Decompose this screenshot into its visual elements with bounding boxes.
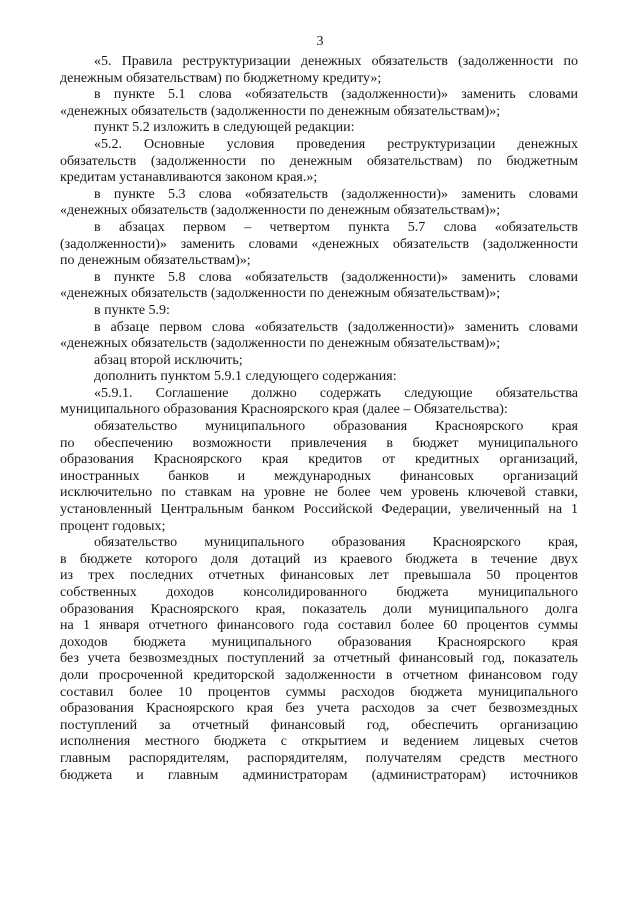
text-line: из трех последних отчетных финансовых лет превышала 50 процентов — [60, 568, 578, 584]
document-body — [60, 54, 578, 784]
text-line: в пункте 5.8 слова «обязательств (задолженности)» заменить словами — [94, 269, 578, 285]
text-line: «5.2. Основные условия проведения реструктуризации денежных — [94, 136, 578, 152]
text-line: денежным обязательствам) по бюджетному кредиту»; — [60, 70, 382, 86]
text-line: (задолженности)» заменить словами «денежных обязательств (задолженности — [60, 236, 578, 252]
text-line: кредитам устанавливаются законом края.»; — [60, 170, 318, 186]
text-line: иностранных банков и международных финансовых организаций — [60, 468, 578, 484]
text-line: доли просроченной кредиторской задолженности в отчетном финансовом году — [60, 667, 578, 683]
text-line: образования Красноярского края без учета расходов за счет безвозмездных — [60, 701, 578, 717]
text-line: бюджета и главным администраторам (администраторам) источников — [60, 767, 578, 783]
text-line: в абзацах первом – четвертом пункта 5.7 слова «обязательств — [94, 219, 578, 235]
text-line: «денежных обязательств (задолженности по денежным обязательствам)»; — [60, 336, 501, 352]
text-line: «денежных обязательств (задолженности по денежным обязательствам)»; — [60, 103, 501, 119]
text-line: обязательств (задолженности по денежным обязательствам) по бюджетным — [60, 153, 578, 169]
text-line: исключительно по ставкам на уровне не более чем уровень ключевой ставки, — [60, 485, 578, 501]
text-line: составил более 10 процентов суммы расходов бюджета муниципального — [60, 684, 578, 700]
text-line: «5. Правила реструктуризации денежных обязательств (задолженности по — [94, 54, 578, 69]
text-line: образования Красноярского края кредитов от кредитных организаций, — [60, 452, 578, 468]
text-line: по денежным обязательствам)»; — [60, 253, 251, 269]
text-line: поступлений за отчетный финансовый год, обеспечить организацию — [60, 717, 578, 733]
text-line: пункт 5.2 изложить в следующей редакции: — [94, 120, 355, 136]
text-line: в пункте 5.1 слова «обязательств (задолженности)» заменить словами — [94, 87, 578, 103]
text-line: обязательство муниципального образования Красноярского края — [94, 419, 578, 435]
text-line: в пункте 5.9: — [94, 302, 170, 318]
text-line: «5.9.1. Соглашение должно содержать следующие обязательства — [94, 385, 578, 401]
text-line: главным распорядителям, распорядителям, получателям средств местного — [60, 750, 578, 766]
text-line: по обеспечению возможности привлечения в бюджет муниципального — [60, 435, 578, 451]
text-line: «денежных обязательств (задолженности по денежным обязательствам)»; — [60, 203, 501, 219]
text-line: на 1 января отчетного финансового года составил более 60 процентов суммы — [60, 618, 578, 634]
text-line: без учета безвозмездных поступлений за отчетный финансовый год, показатель — [60, 651, 578, 667]
text-line: установленный Центральным банком Российской Федерации, увеличенный на 1 — [60, 502, 578, 518]
text-line: в пункте 5.3 слова «обязательств (задолженности)» заменить словами — [94, 186, 578, 202]
text-line: обязательство муниципального образования Красноярского края, — [94, 535, 578, 551]
text-line: исполнения местного бюджета с открытием и ведением лицевых счетов — [60, 734, 578, 750]
text-line: собственных доходов консолидированного бюджета муниципального — [60, 585, 578, 600]
text-line: процент годовых; — [60, 518, 166, 534]
text-line: в бюджете которого доля дотаций из краевого бюджета в течение двух — [60, 551, 578, 567]
text-line: в абзаце первом слова «обязательств (задолженности)» заменить словами — [94, 319, 578, 335]
text-line: муниципального образования Красноярского края (далее – Обязательства): — [60, 402, 508, 418]
text-line: дополнить пунктом 5.9.1 следующего содержания: — [94, 369, 397, 385]
page-number: 3 — [316, 34, 324, 49]
text-line: «денежных обязательств (задолженности по денежным обязательствам)»; — [60, 286, 501, 302]
text-line: абзац второй исключить; — [94, 352, 243, 368]
text-line: доходов бюджета муниципального образования Красноярского края — [60, 634, 578, 650]
text-line: образования Красноярского края, показатель доли муниципального долга — [60, 601, 578, 617]
